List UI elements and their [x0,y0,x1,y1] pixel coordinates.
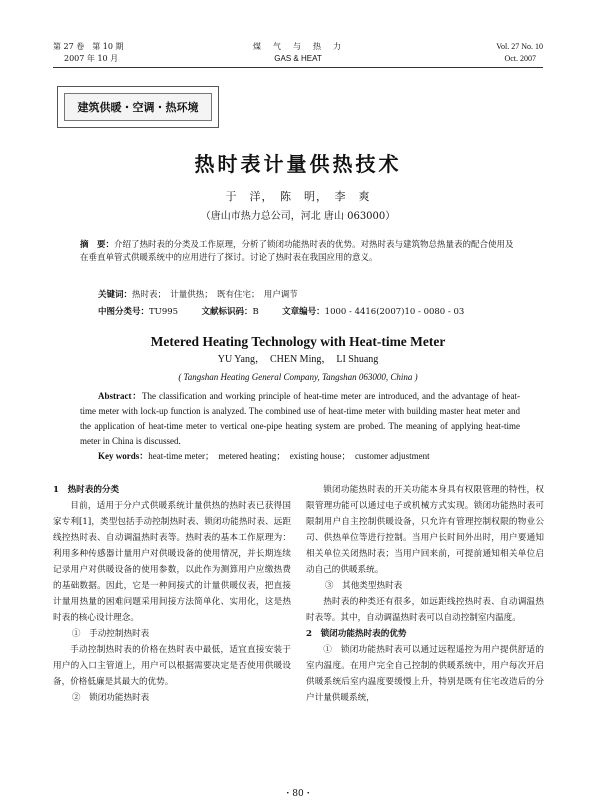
list-item-other: ③ 其他类型热时表 [324,581,403,591]
body-left-column [53,482,291,706]
keywords-cn [98,289,518,302]
journal-date-en: Oct. 2007 [504,54,536,63]
header-rule [53,67,543,68]
abstract-cn [80,239,520,265]
article-no-value: 1000 - 4416(2007)10 - 0080 - 03 [324,307,465,317]
keywords-cn-text: 热时表； 计量供热； 既有住宅； 用户调节 [132,290,298,300]
paragraph: 热时表的种类还有很多，如远距线控热时表、自动调温热时表等。其中，自动调温热时表可以自动控制室内温度。 [306,597,544,623]
journal-name-cn: 煤 气 与 热 力 [253,42,343,51]
abstract-en-label: Abstract： [98,391,142,401]
doc-code-value: B [252,307,259,317]
article-no-label: 文章编号： [282,307,325,317]
abstract-cn-label: 摘 要： [80,240,115,250]
list-item-lock: ② 锁闭功能热时表 [71,693,150,703]
authors-cn: 于 洋， 陈 明， 李 爽 [225,190,371,203]
affiliation-en: ( Tangshan Heating General Company, Tangshan 063000, China ) [178,372,418,382]
paragraph: 手动控制热时表的价格在热时表中最低，适宜直接安装于用户的入口主管道上，用户可以根据需要决定是否使用供暖设备，价格低廉是其最大的优势。 [53,645,291,687]
clc-label: 中图分类号： [98,307,150,317]
journal-name-en: GAS & HEAT [274,54,322,63]
section-label-box [57,86,219,128]
keywords-en [98,449,528,464]
abstract-cn-text: 介绍了热时表的分类及工作原理，分析了锁闭功能热时表的优势。对热时表与建筑物总热量表的配合使用及在垂直单管式供暖系统中的应用进行了探讨。讨论了热时表在我国应用的意义。 [80,240,514,263]
journal-volume-en: Vol. 27 No. 10 [496,42,543,51]
paragraph: ① 锁闭功能热时表可以通过远程遥控为用户提供舒适的室内温度。在用户完全自己控制的供暖系统中，用户每次开启供暖系统后室内温度要缓慢上升，特别是既有住宅改造后的分户计量供暖系统， [306,645,544,703]
keywords-en-label: Key words： [98,451,149,461]
journal-volume-issue: 第 27 卷 第 10 期 [53,42,124,51]
article-title-en: Metered Heating Technology with Heat-time Meter [150,334,446,349]
list-item-manual: ① 手动控制热时表 [71,629,150,639]
classification-line [98,306,528,319]
section-1-heading: 1 热时表的分类 [53,485,120,495]
section-label: 建筑供暖・空调・热环境 [64,93,212,121]
journal-date: 2007 年 10 月 [64,54,119,63]
section-2-heading: 2 锁闭功能热时表的优势 [306,629,407,639]
affiliation-cn: （唐山市热力总公司，河北 唐山 063000） [200,211,396,222]
abstract-en-text: The classification and working principle of heat-time meter are introduced, and the advantage of heat-time meter with lock-up function is analyzed. The combined use of heat-time meter with building master heat meter and the application of heat-time meter to vertical one-pipe heating system are probed. The meaning of applying heat-time meter in China is discussed. [80,391,520,446]
abstract-en [80,389,520,449]
paragraph: 锁闭功能热时表的开关功能本身具有权限管理的特性，权限管理功能可以通过电子或机械方式实现。锁闭功能热时表可限制用户自主控制供暖设备，只允许有管理控制权限的物业公司、供热单位等进行控制。当用户长时间外出时，用户要通知相关单位关闭热时表；当用户回来前，可提前通知相关单位启动自己的供暖系统。 [306,485,544,575]
keywords-cn-label: 关键词： [98,290,133,300]
body-right-column [306,482,544,706]
article-title-cn: 热时表计量供热技术 [194,152,402,176]
keywords-en-text: heat-time meter； metered heating； existing house； customer adjustment [148,451,430,461]
clc-value: TU995 [149,307,179,317]
paragraph: 目前，适用于分户式供暖系统计量供热的热时表已获得国家专利[1]，类型包括手动控制热时表、锁闭功能热时表、远距线控热时表、自动调温热时表等。热时表的基本工作原理为：利用多种传感器计量用户对供暖设备的使用情况，并长期连续记录用户对供暖设备的使用参数，以此作为测算用户应缴热费的基础数据。因此，它是一种间接式的计量供暖仪表，把直接计量用热量的困难问题采用间接方法简单化、实用化，这是热时表的核心设计理念。 [53,501,291,623]
page-number: ・80・ [283,789,313,799]
authors-en: YU Yang， CHEN Ming， LI Shuang [217,354,379,365]
doc-code-label: 文献标识码： [201,307,253,317]
